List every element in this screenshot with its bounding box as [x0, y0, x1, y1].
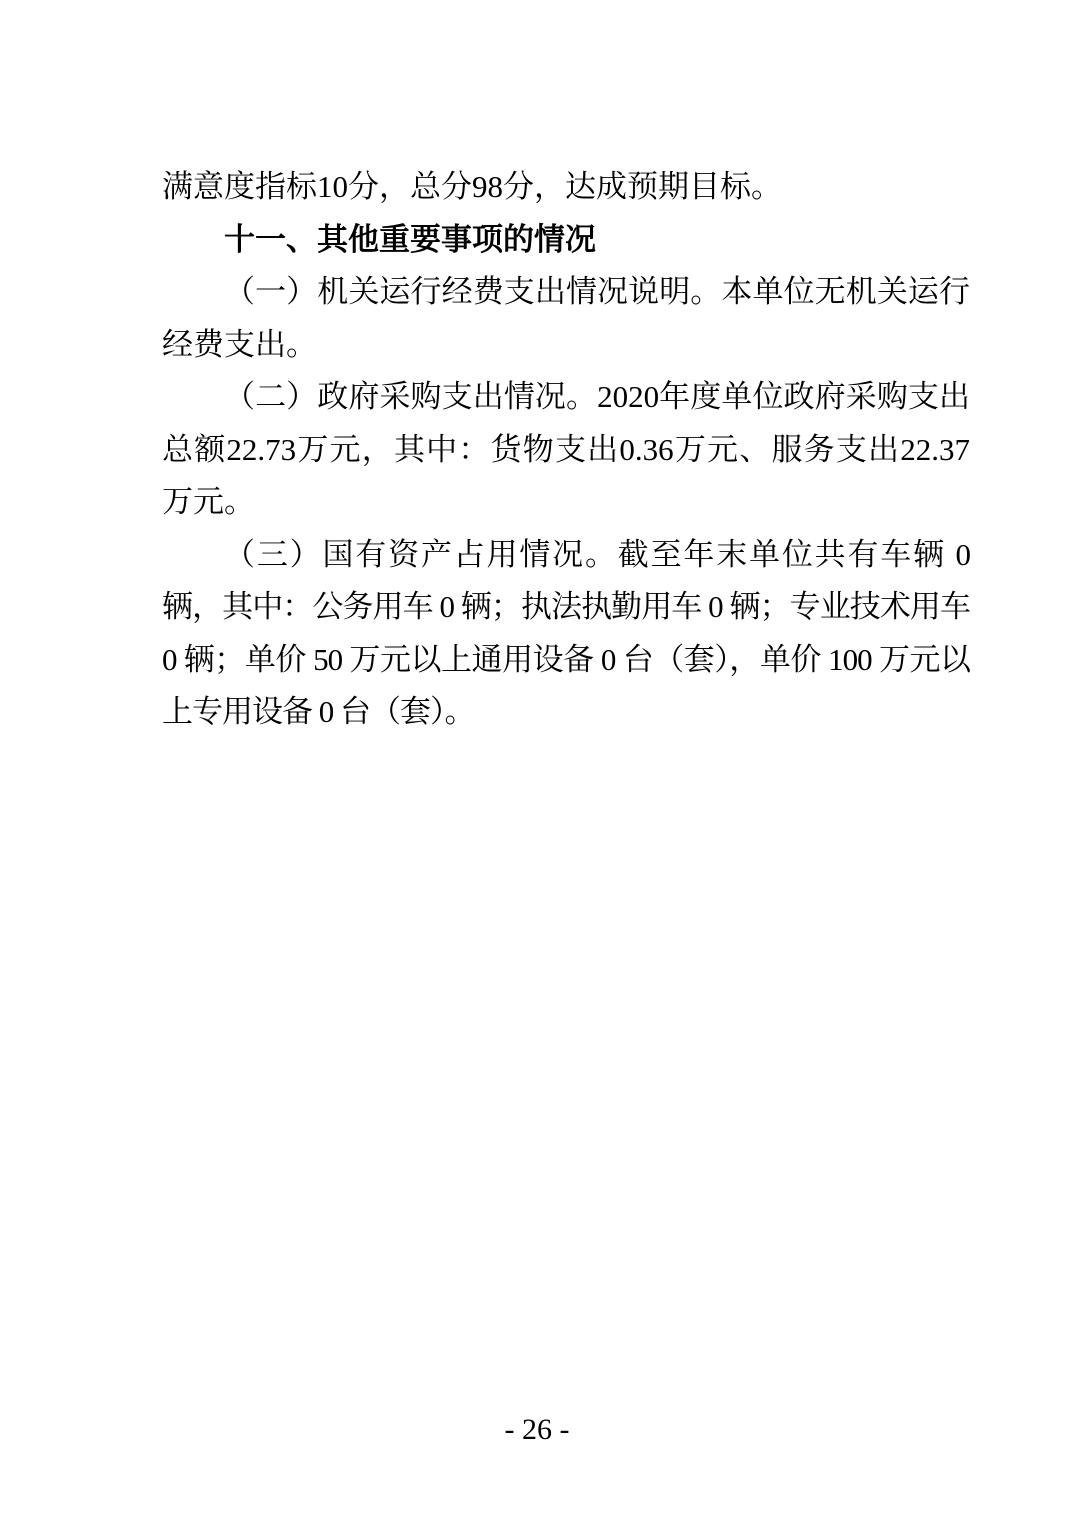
page-number: - 26 -	[504, 1413, 570, 1446]
document-content	[162, 161, 970, 739]
paragraph-state-owned-assets: （三）国有资产占用情况。截至年末单位共有车辆 0 辆，其中：公务用车 0 辆；执法执勤用车 0 辆；专业技术用车 0 辆；单价 50 万元以上通用设备 0 台（套），单价 100 万元以上专用设备 0 台（套）。	[162, 536, 970, 729]
paragraph-agency-operating-expense: （一）机关运行经费支出情况说明。本单位无机关运行经费支出。	[162, 274, 970, 362]
carryover-paragraph-line: 满意度指标10分，总分98分，达成预期目标。	[162, 169, 782, 204]
paragraph-government-procurement: （二）政府采购支出情况。2020年度单位政府采购支出总额22.73万元，其中：货物支出0.36万元、服务支出22.37万元。	[162, 379, 970, 519]
page-footer	[0, 1413, 1074, 1447]
section-heading-eleven: 十一、其他重要事项的情况	[224, 221, 596, 257]
